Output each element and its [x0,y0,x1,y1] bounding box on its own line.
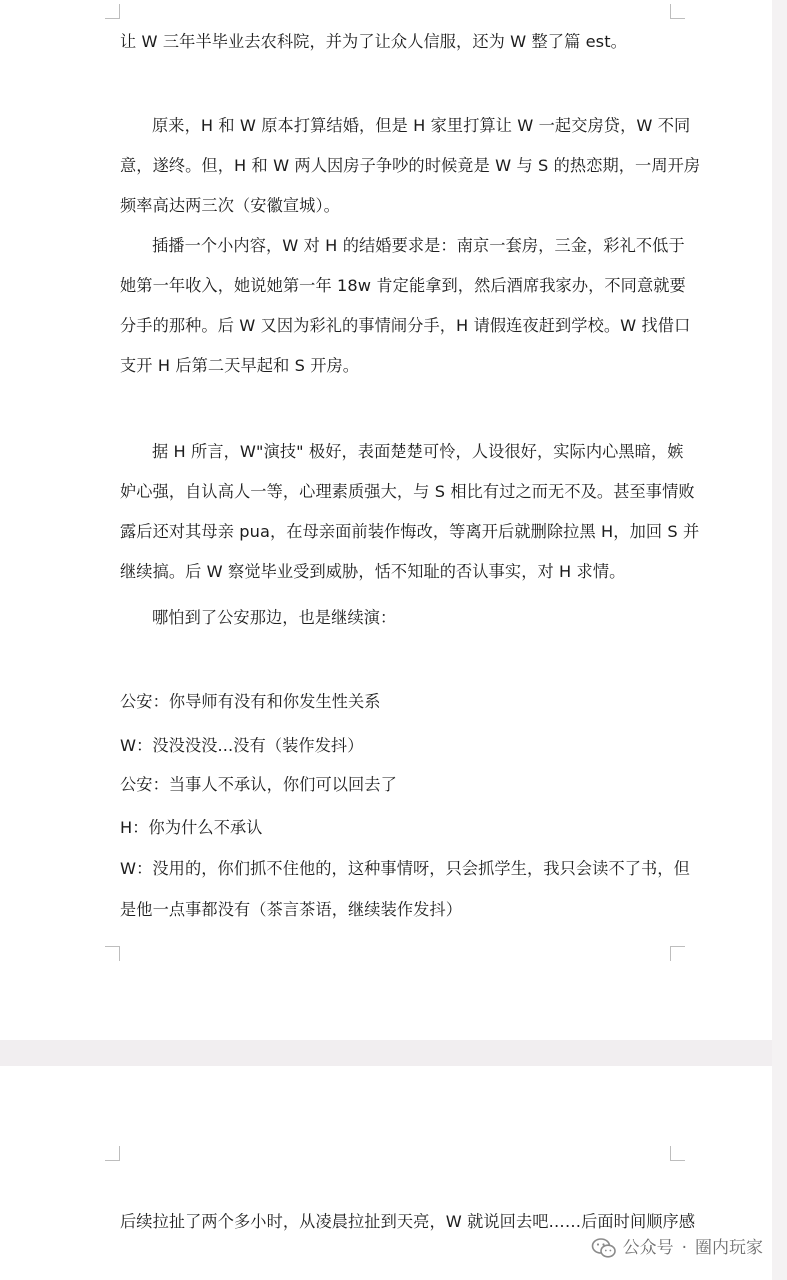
dialogue-line: H：你为什么不承认 [120,818,263,837]
text-line: 据 H 所言，W"演技" 极好，表面楚楚可怜，人设很好，实际内心黑暗，嫉 [152,442,684,461]
text-line: 意，遂终。但，H 和 W 两人因房子争吵的时候竟是 W 与 S 的热恋期，一周开房 [120,156,701,175]
dialogue-line: 是他一点事都没有（茶言茶语，继续装作发抖） [120,900,463,919]
text-line: 继续搞。后 W 察觉毕业受到威胁，恬不知耻的否认事实，对 H 求情。 [120,562,626,581]
text-line: 妒心强，自认高人一等，心理素质强大，与 S 相比有过之而无不及。甚至事情败 [120,482,695,501]
wechat-watermark [591,1237,763,1259]
text-line: 让 W 三年半毕业去农科院，并为了让众人信服，还为 W 整了篇 est。 [120,32,627,51]
wechat-icon [591,1237,617,1259]
crop-mark-top-right [670,1146,685,1161]
text-line: 后续拉扯了两个多小时，从凌晨拉扯到天亮，W 就说回去吧……后面时间顺序感 [120,1212,696,1231]
crop-mark-bottom-right [670,946,685,961]
crop-mark-top-left [105,4,120,19]
dialogue-line: 公安：当事人不承认，你们可以回去了 [120,775,397,794]
crop-mark-bottom-left [105,946,120,961]
text-line: 哪怕到了公安那边，也是继续演： [152,608,397,627]
text-line: 频率高达两三次（安徽宣城）。 [120,196,340,215]
watermark-label: 公众号 [622,1238,674,1258]
text-line: 支开 H 后第二天早起和 S 开房。 [120,356,360,375]
text-line: 原来，H 和 W 原本打算结婚，但是 H 家里打算让 W 一起交房贷，W 不同 [152,116,691,135]
text-line: 分手的那种。后 W 又因为彩礼的事情闹分手，H 请假连夜赶到学校。W 找借口 [120,316,691,335]
watermark-account-name: 圈内玩家 [695,1238,763,1258]
dialogue-line: 公安：你导师有没有和你发生性关系 [120,692,381,711]
viewer-right-margin [772,0,787,1280]
text-line: 她第一年收入，她说她第一年 18w 肯定能拿到，然后酒席我家办，不同意就要 [120,276,686,295]
text-line: 插播一个小内容，W 对 H 的结婚要求是：南京一套房，三金，彩礼不低于 [152,236,685,255]
crop-mark-top-left [105,1146,120,1161]
text-line: 露后还对其母亲 pua，在母亲面前装作悔改，等离开后就删除拉黑 H，加回 S 并 [120,522,700,541]
crop-mark-top-right [670,4,685,19]
dialogue-line: W：没没没没...没有（装作发抖） [120,736,364,755]
watermark-separator: · [681,1238,687,1258]
dialogue-line: W：没用的，你们抓不住他的，这种事情呀，只会抓学生，我只会读不了书，但 [120,859,690,878]
